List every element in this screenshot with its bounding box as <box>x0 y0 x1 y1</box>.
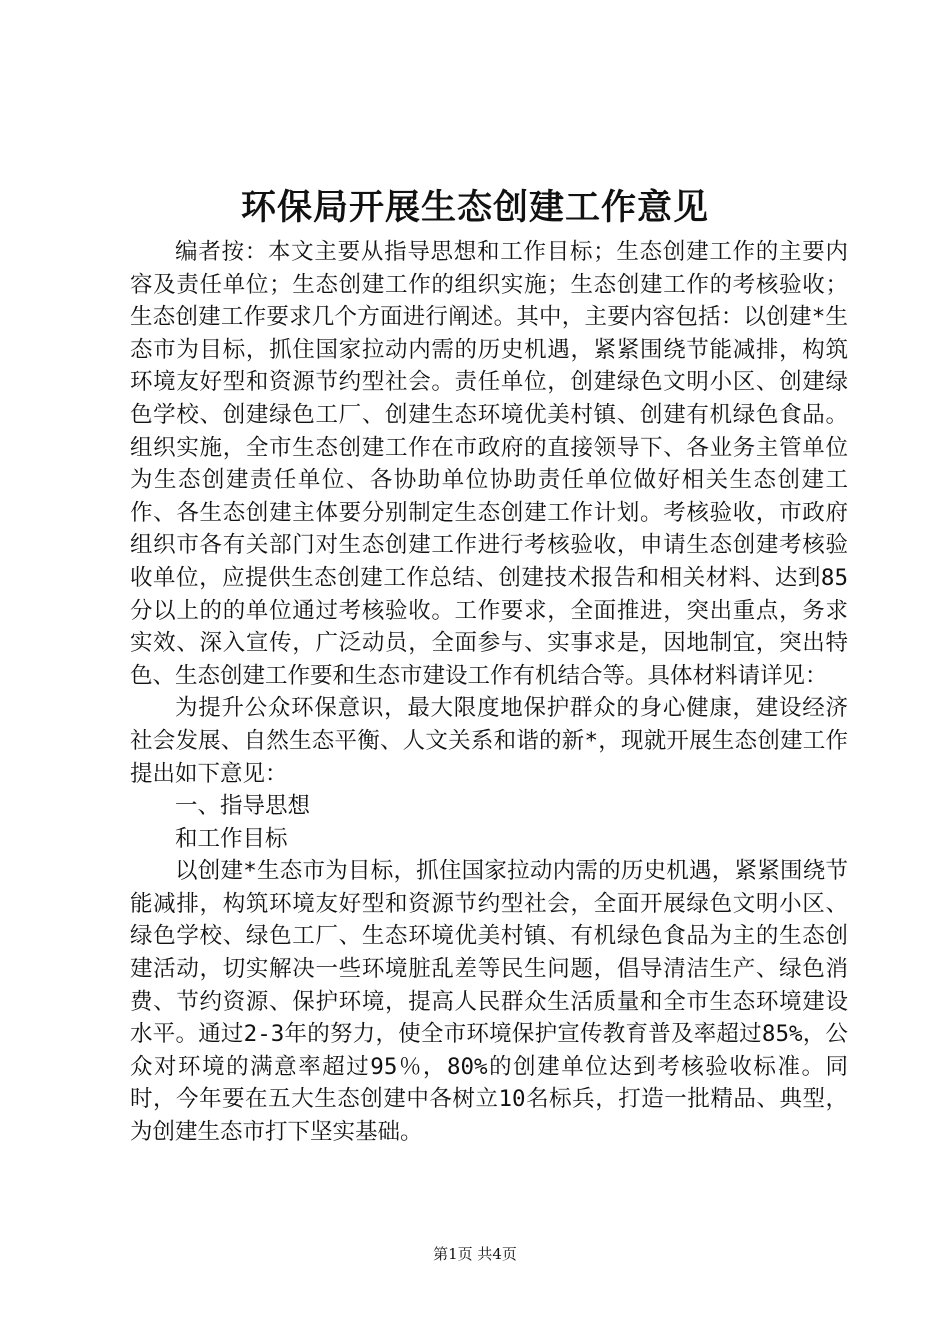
editor-note-paragraph: 编者按：本文主要从指导思想和工作目标；生态创建工作的主要内容及责任单位；生态创建工作的组织实施；生态创建工作的考核验收；生态创建工作要求几个方面进行阐述。其中，主要内容包括：以创建*生态市为目标，抓住国家拉动内需的历史机遇，紧紧围绕节能减排，构筑环境友好型和资源节约型社会。责任单位，创建绿色文明小区、创建绿色学校、创建绿色工厂、创建生态环境优美村镇、创建有机绿色食品。组织实施，全市生态创建工作在市政府的直接领导下、各业务主管单位为生态创建责任单位、各协助单位协助责任单位做好相关生态创建工作、各生态创建主体要分别制定生态创建工作计划。考核验收，市政府组织市各有关部门对生态创建工作进行考核验收，申请生态创建考核验收单位，应提供生态创建工作总结、创建技术报告和相关材料、达到85分以上的的单位通过考核验收。工作要求，全面推进，突出重点，务求实效、深入宣传，广泛动员，全面参与、实事求是，因地制宜，突出特色、生态创建工作要和生态市建设工作有机结合等。具体材料请详见： <box>130 239 848 689</box>
document-body <box>130 236 848 1149</box>
document-title: 环保局开展生态创建工作意见 <box>240 187 709 228</box>
goals-paragraph: 以创建*生态市为目标，抓住国家拉动内需的历史机遇，紧紧围绕节能减排，构筑环境友好型和资源节约型社会，全面开展绿色文明小区、绿色学校、绿色工厂、生态环境优美村镇、有机绿色食品为主的生态创建活动，切实解决一些环境脏乱差等民生问题，倡导清洁生产、绿色消费、节约资源、保护环境，提高人民群众生活质量和全市生态环境建设水平。通过2-3年的努力，使全市环境保护宣传教育普及率超过85%，公众对环境的满意率超过95％，80%的创建单位达到考核验收标准。同时，今年要在五大生态创建中各树立10名标兵，打造一批精品、典型，为创建生态市打下坚实基础。 <box>130 858 848 1146</box>
page-footer: 第1页 共4页 <box>433 1245 517 1263</box>
section-heading-work-goals: 和工作目标 <box>175 825 288 852</box>
section-heading-guiding-ideology: 一、指导思想 <box>175 793 311 820</box>
intro-paragraph: 为提升公众环保意识，最大限度地保护群众的身心健康，建设经济社会发展、自然生态平衡、人文关系和谐的新*，现就开展生态创建工作提出如下意见： <box>130 695 848 787</box>
